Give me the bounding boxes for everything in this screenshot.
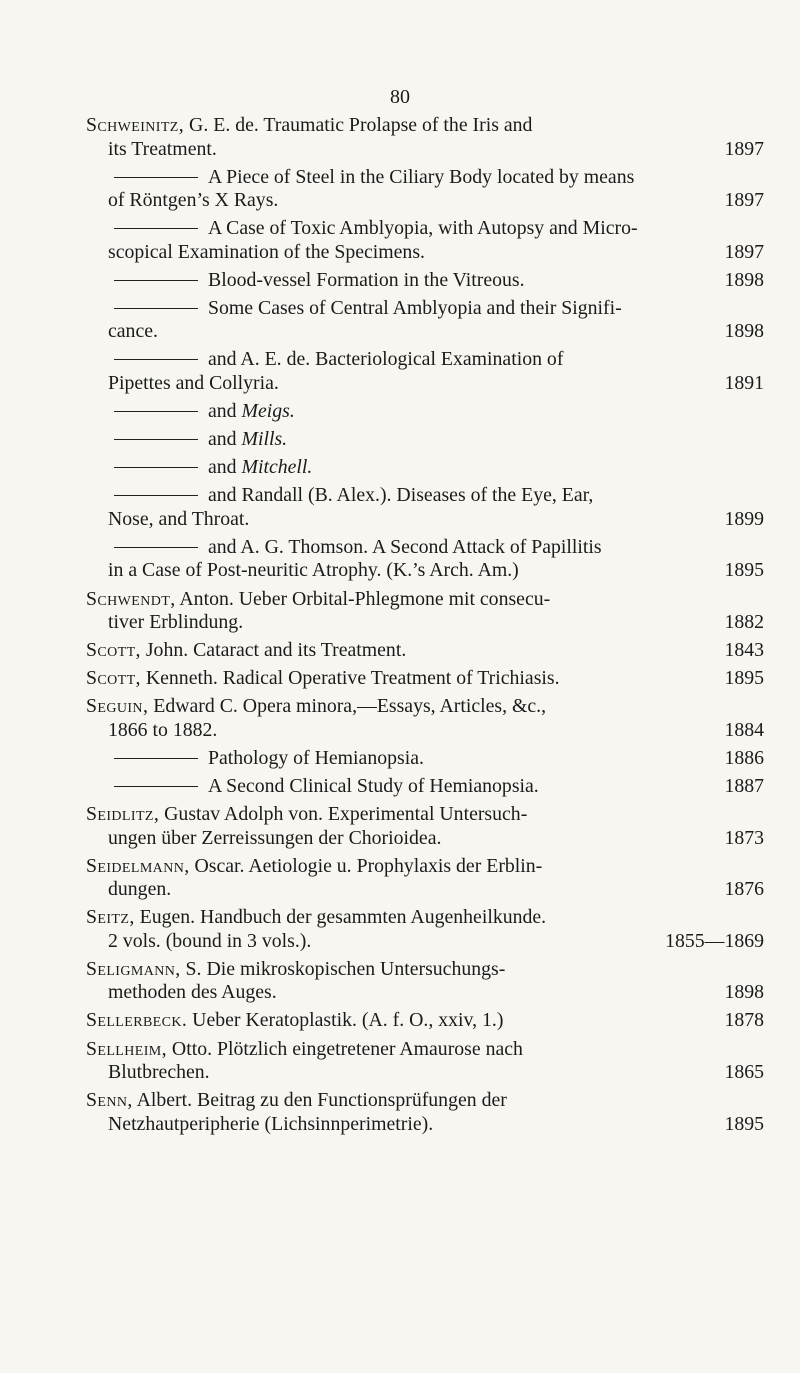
publication-year: 1895 bbox=[724, 667, 764, 690]
title-text: Anton. Ueber Orbital-Phlegmone mit consecu- bbox=[175, 587, 551, 610]
title-text: Otto. Plötzlich eingetretener Amaurose nach bbox=[166, 1037, 523, 1060]
author-name: Sellheim, bbox=[86, 1037, 167, 1060]
entry-text bbox=[108, 559, 519, 583]
entry-line bbox=[86, 484, 764, 508]
bibliography-entry bbox=[86, 747, 764, 771]
entry-text bbox=[86, 588, 550, 612]
entry-line bbox=[86, 320, 764, 344]
entry-text bbox=[108, 827, 441, 851]
entry-text bbox=[114, 428, 287, 452]
entry-line bbox=[86, 611, 764, 635]
ditto-dash-rule bbox=[114, 495, 198, 496]
entry-text bbox=[86, 695, 546, 719]
entry-text bbox=[86, 958, 505, 982]
entry-text bbox=[108, 878, 171, 902]
entry-line bbox=[86, 981, 764, 1005]
title-text: and bbox=[208, 400, 242, 423]
coauthor-name: Mills. bbox=[241, 428, 288, 451]
title-text: dungen. bbox=[108, 878, 172, 901]
title-text: Some Cases of Central Amblyopia and their Signifi- bbox=[208, 296, 622, 319]
entry-text bbox=[86, 1089, 507, 1113]
publication-year: 1898 bbox=[724, 268, 764, 291]
publication-year: 1878 bbox=[724, 1009, 764, 1032]
entry-text bbox=[114, 747, 424, 771]
publication-year: 1855—1869 bbox=[665, 929, 764, 952]
bibliography-entry bbox=[86, 1089, 764, 1136]
title-text: Albert. Beitrag zu den Functionsprüfungen der bbox=[132, 1089, 507, 1112]
bibliography-entry bbox=[86, 1009, 764, 1033]
title-text: Kenneth. Radical Operative Treatment of Trichiasis. bbox=[140, 667, 560, 690]
publication-year: 1891 bbox=[724, 371, 764, 394]
entry-line bbox=[86, 775, 764, 799]
entry-line bbox=[86, 803, 764, 827]
entry-line bbox=[86, 189, 764, 213]
ditto-dash-rule bbox=[114, 359, 198, 360]
author-name: Seidelmann, bbox=[86, 854, 190, 877]
author-name: Schweinitz, bbox=[86, 114, 185, 136]
ditto-dash-rule bbox=[114, 177, 198, 178]
title-text: A Piece of Steel in the Ciliary Body located by means bbox=[208, 165, 635, 188]
entry-line bbox=[86, 138, 764, 162]
entry-text bbox=[108, 508, 249, 532]
entry-text bbox=[108, 138, 217, 162]
publication-year: 1898 bbox=[724, 981, 764, 1004]
title-text: Nose, and Throat. bbox=[108, 507, 250, 530]
entry-text bbox=[114, 297, 622, 321]
entry-line bbox=[86, 639, 764, 663]
entry-text bbox=[108, 189, 278, 213]
publication-year: 1887 bbox=[724, 775, 764, 797]
title-text: S. Die mikroskopischen Untersuchungs- bbox=[180, 957, 506, 980]
title-text: Ueber Keratoplastik. (A. f. O., xxiv, 1.) bbox=[187, 1009, 504, 1032]
entry-line bbox=[86, 559, 764, 583]
entry-line bbox=[86, 588, 764, 612]
entry-text bbox=[108, 1113, 433, 1137]
publication-year: 1897 bbox=[724, 240, 764, 263]
title-text: Pipettes and Collyria. bbox=[108, 371, 279, 394]
publication-year: 1886 bbox=[724, 746, 764, 769]
title-text: Blood-vessel Formation in the Vitreous. bbox=[208, 268, 525, 291]
entry-line bbox=[86, 269, 764, 293]
title-text: John. Cataract and its Treatment. bbox=[140, 639, 407, 662]
ditto-dash-rule bbox=[114, 758, 198, 759]
entry-line bbox=[86, 456, 764, 480]
author-name: Scott, bbox=[86, 639, 141, 662]
bibliography-entry bbox=[86, 639, 764, 663]
ditto-dash-rule bbox=[114, 280, 198, 281]
publication-year: 1895 bbox=[724, 1112, 764, 1135]
entry-line bbox=[86, 1113, 764, 1137]
entry-text bbox=[114, 484, 593, 508]
bibliography-entry bbox=[86, 695, 764, 742]
bibliography-entry bbox=[86, 297, 764, 344]
bibliography-entry bbox=[86, 958, 764, 1005]
ditto-dash-rule bbox=[114, 439, 198, 440]
entry-line bbox=[86, 747, 764, 771]
ditto-dash-rule bbox=[114, 547, 198, 548]
bibliography-entry bbox=[86, 803, 764, 850]
entry-text bbox=[114, 217, 638, 241]
coauthor-name: Mitchell. bbox=[241, 456, 313, 479]
author-name: Sellerbeck. bbox=[86, 1009, 188, 1032]
publication-year: 1897 bbox=[724, 137, 764, 160]
author-name: Seligmann, bbox=[86, 957, 181, 980]
entry-text bbox=[86, 1009, 503, 1033]
entry-line bbox=[86, 1089, 764, 1113]
entry-text bbox=[86, 1038, 523, 1062]
coauthor-name: Meigs. bbox=[241, 400, 295, 423]
entry-text bbox=[86, 114, 532, 138]
entry-line bbox=[86, 428, 764, 452]
entry-text bbox=[108, 372, 279, 396]
entry-text bbox=[86, 803, 527, 827]
bibliography-entry bbox=[86, 1038, 764, 1085]
publication-year: 1843 bbox=[724, 639, 764, 662]
publication-year: 1882 bbox=[724, 611, 764, 634]
bibliography-entry bbox=[86, 588, 764, 635]
title-text: and A. E. de. Bacteriological Examination of bbox=[208, 348, 564, 371]
title-text: and bbox=[208, 428, 242, 451]
entry-text bbox=[114, 456, 312, 480]
page-number: 80 bbox=[390, 86, 410, 108]
title-text: Netzhautperipherie (Lichsinnperimetrie). bbox=[108, 1112, 434, 1135]
publication-year: 1898 bbox=[724, 320, 764, 343]
entry-text bbox=[86, 639, 406, 663]
author-name: Schwendt, bbox=[86, 587, 176, 610]
bibliography-entry bbox=[86, 428, 764, 452]
entry-line bbox=[86, 400, 764, 424]
bibliography-entry bbox=[86, 855, 764, 902]
title-text: and A. G. Thomson. A Second Attack of Papillitis bbox=[208, 535, 602, 558]
bibliography-list bbox=[86, 114, 764, 1141]
entry-line bbox=[86, 1061, 764, 1085]
title-text: cance. bbox=[108, 320, 158, 343]
author-name: Scott, bbox=[86, 667, 141, 690]
entry-line bbox=[86, 695, 764, 719]
entry-line bbox=[86, 827, 764, 851]
entry-text bbox=[86, 906, 546, 930]
bibliography-entry bbox=[86, 114, 764, 161]
entry-text bbox=[108, 981, 277, 1005]
title-text: ungen über Zerreissungen der Chorioidea. bbox=[108, 826, 442, 849]
entry-text bbox=[114, 536, 602, 560]
publication-year: 1895 bbox=[724, 559, 764, 582]
title-text: A Case of Toxic Amblyopia, with Autopsy and Micro- bbox=[208, 217, 638, 240]
title-text: A Second Clinical Study of Hemianopsia. bbox=[208, 775, 539, 797]
author-name: Senn, bbox=[86, 1089, 133, 1112]
entry-line bbox=[86, 930, 764, 954]
bibliography-entry bbox=[86, 269, 764, 293]
title-text: in a Case of Post-neuritic Atrophy. (K.’s Arch. Am.) bbox=[108, 559, 519, 582]
title-text: Eugen. Handbuch der gesammten Augenheilkunde. bbox=[134, 906, 547, 929]
entry-line bbox=[86, 217, 764, 241]
entry-line bbox=[86, 906, 764, 930]
entry-line bbox=[86, 855, 764, 879]
author-name: Seidlitz, bbox=[86, 803, 160, 826]
entry-line bbox=[86, 667, 764, 691]
ditto-dash-rule bbox=[114, 308, 198, 309]
bibliography-entry bbox=[86, 667, 764, 691]
entry-line bbox=[86, 536, 764, 560]
entry-text bbox=[86, 667, 560, 691]
entry-line bbox=[86, 1038, 764, 1062]
bibliography-entry bbox=[86, 217, 764, 264]
entry-text bbox=[108, 930, 311, 954]
entry-line bbox=[86, 166, 764, 190]
bibliography-entry bbox=[86, 906, 764, 953]
publication-year: 1884 bbox=[724, 718, 764, 741]
title-text: methoden des Auges. bbox=[108, 981, 277, 1004]
ditto-dash-rule bbox=[114, 228, 198, 229]
entry-text bbox=[114, 166, 634, 190]
publication-year: 1876 bbox=[724, 878, 764, 901]
publication-year: 1897 bbox=[724, 189, 764, 212]
bibliography-entry bbox=[86, 456, 764, 480]
publication-year: 1873 bbox=[724, 826, 764, 849]
entry-text bbox=[86, 855, 542, 879]
entry-line bbox=[86, 297, 764, 321]
entry-line bbox=[86, 1009, 764, 1033]
bibliography-entry bbox=[86, 166, 764, 213]
entry-text bbox=[108, 241, 425, 265]
title-text: Oscar. Aetiologie u. Prophylaxis der Erblin- bbox=[189, 854, 543, 877]
title-text: G. E. de. Traumatic Prolapse of the Iris and bbox=[184, 114, 533, 136]
publication-year: 1899 bbox=[724, 507, 764, 530]
entry-text bbox=[108, 320, 158, 344]
author-name: Seguin, bbox=[86, 695, 149, 718]
entry-text bbox=[114, 775, 539, 799]
entry-text bbox=[114, 269, 525, 293]
title-text: scopical Examination of the Specimens. bbox=[108, 240, 425, 263]
entry-line bbox=[86, 878, 764, 902]
entry-text bbox=[114, 348, 563, 372]
bibliography-entry bbox=[86, 400, 764, 424]
bibliography-entry bbox=[86, 536, 764, 583]
title-text: Pathology of Hemianopsia. bbox=[208, 746, 424, 769]
entry-text bbox=[108, 611, 243, 635]
title-text: its Treatment. bbox=[108, 137, 217, 160]
title-text: 2 vols. (bound in 3 vols.). bbox=[108, 929, 312, 952]
title-text: Gustav Adolph von. Experimental Untersuch- bbox=[159, 803, 528, 826]
bibliography-entry bbox=[86, 775, 764, 799]
entry-text bbox=[114, 400, 295, 424]
entry-line bbox=[86, 958, 764, 982]
title-text: 1866 to 1882. bbox=[108, 718, 218, 741]
entry-line bbox=[86, 372, 764, 396]
entry-line bbox=[86, 241, 764, 265]
ditto-dash-rule bbox=[114, 467, 198, 468]
bibliography-entry bbox=[86, 484, 764, 531]
bibliography-entry bbox=[86, 348, 764, 395]
entry-line bbox=[86, 508, 764, 532]
entry-text bbox=[108, 1061, 210, 1085]
title-text: tiver Erblindung. bbox=[108, 611, 244, 634]
entry-text bbox=[108, 719, 217, 743]
author-name: Seitz, bbox=[86, 906, 135, 929]
title-text: and bbox=[208, 456, 242, 479]
entry-line bbox=[86, 719, 764, 743]
title-text: of Röntgen’s X Rays. bbox=[108, 189, 279, 212]
entry-line bbox=[86, 348, 764, 372]
ditto-dash-rule bbox=[114, 786, 198, 787]
entry-line bbox=[86, 114, 764, 138]
title-text: Blutbrechen. bbox=[108, 1061, 210, 1084]
title-text: and Randall (B. Alex.). Diseases of the Eye, Ear, bbox=[208, 484, 594, 507]
publication-year: 1865 bbox=[724, 1061, 764, 1084]
ditto-dash-rule bbox=[114, 411, 198, 412]
title-text: Edward C. Opera minora,—Essays, Articles, &c., bbox=[148, 695, 547, 718]
